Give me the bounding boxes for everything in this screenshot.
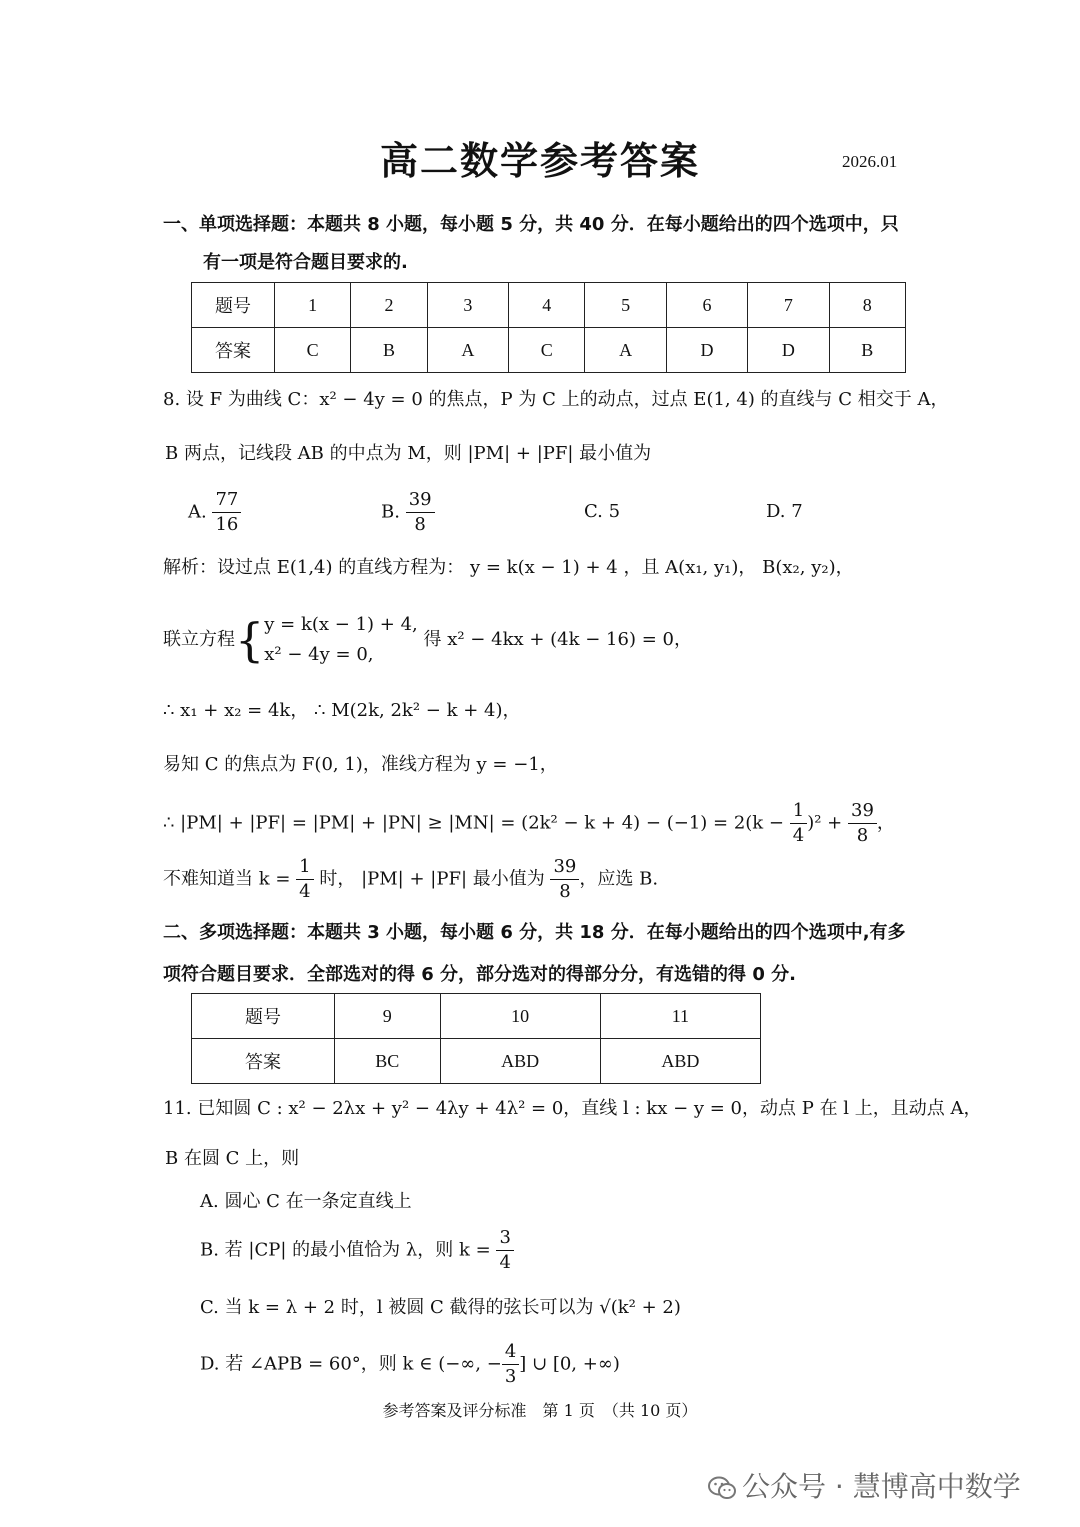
section1-heading: 一、单项选择题：本题共 8 小题，每小题 5 分，共 40 分．在每小题给出的四个选项中，只 — [163, 214, 899, 235]
denominator: 16 — [215, 514, 239, 535]
solution-system — [163, 610, 692, 670]
fraction — [212, 488, 241, 537]
q11-stem: 11. 已知圆 C : x² − 2λx + y² − 4λy + 4λ² = 0，直线 l : kx − y = 0，动点 P 在 l 上，且动点 A， — [163, 1098, 982, 1119]
solution-line: 易知 C 的焦点为 F(0, 1)，准线方程为 y = −1， — [163, 754, 558, 775]
equation: y = k(x − 1) + 4, — [264, 614, 418, 635]
q8-option-a — [188, 488, 241, 537]
date: 2026.01 — [842, 152, 898, 171]
table-header-cell: 答案 — [192, 1039, 335, 1084]
denominator: 4 — [299, 881, 311, 902]
brace-icon: { — [235, 613, 265, 667]
numerator: 39 — [848, 799, 877, 824]
fraction — [296, 855, 313, 904]
q8-option-d: D. 7 — [766, 501, 803, 522]
section2-heading-cont: 项符合题目要求．全部选对的得 6 分，部分选对的得部分分，有选错的得 0 分. — [163, 964, 796, 985]
wechat-icon — [708, 1475, 736, 1501]
table-cell: BC — [335, 1039, 441, 1084]
denominator: 8 — [414, 514, 426, 535]
fraction — [790, 799, 807, 848]
q11-stem-cont: B 在圆 C 上，则 — [165, 1148, 300, 1169]
numerator: 1 — [296, 855, 313, 880]
option-letter: B. — [381, 501, 400, 523]
expr: 不难知道当 k = — [163, 868, 291, 890]
denominator: 4 — [499, 1252, 511, 1273]
table-cell: 3 — [427, 283, 508, 328]
numerator: 1 — [790, 799, 807, 824]
watermark-text: 公众号 · 慧博高中数学 — [742, 1470, 1021, 1503]
denominator: 8 — [559, 881, 571, 902]
solution-inequality — [163, 799, 895, 848]
table-cell: B — [351, 328, 427, 373]
watermark — [708, 1465, 1021, 1505]
system-equations — [264, 610, 417, 670]
numerator: 3 — [496, 1226, 513, 1251]
fraction — [848, 799, 877, 848]
table-header-cell: 题号 — [192, 283, 275, 328]
table-row — [192, 283, 906, 328]
equation: x² − 4y = 0, — [264, 644, 374, 665]
system-result: 得 x² − 4kx + (4k − 16) = 0， — [423, 629, 692, 650]
table-row — [192, 328, 906, 373]
q11-option-c: C. 当 k = λ + 2 时，l 被圆 C 截得的弦长可以为 √(k² + 2) — [200, 1297, 681, 1318]
table-cell: 2 — [351, 283, 427, 328]
q8-option-c: C. 5 — [584, 501, 621, 522]
fraction — [502, 1340, 519, 1389]
denominator: 8 — [856, 825, 869, 846]
table-cell: 5 — [585, 283, 666, 328]
expr: ，应选 B. — [579, 868, 659, 890]
table-cell: 4 — [509, 283, 585, 328]
table-cell: 6 — [666, 283, 747, 328]
q11-option-d — [200, 1340, 620, 1389]
section1-heading-cont: 有一项是符合题目要求的. — [203, 252, 408, 273]
fraction — [496, 1226, 513, 1275]
table-header-cell: 答案 — [192, 328, 275, 373]
table-cell: D — [666, 328, 747, 373]
expr: B. 若 |CP| 的最小值恰为 λ，则 k = — [200, 1239, 491, 1261]
expr: ] ∪ [0, +∞) — [519, 1353, 620, 1375]
q11-option-a: A. 圆心 C 在一条定直线上 — [200, 1191, 412, 1212]
numerator: 39 — [550, 855, 579, 880]
q8-stem: 8. 设 F 为曲线 C：x² − 4y = 0 的焦点，P 为 C 上的动点，过点 E(1, 4) 的直线与 C 相交于 A， — [163, 389, 949, 410]
q8-option-b — [381, 488, 435, 537]
fraction — [406, 488, 435, 537]
table-cell: C — [509, 328, 585, 373]
table-cell: A — [585, 328, 666, 373]
table-cell: A — [427, 328, 508, 373]
numerator: 77 — [212, 488, 241, 513]
table-cell: 11 — [600, 994, 760, 1039]
solution-line: 解析：设过点 E(1,4) 的直线方程为： y = k(x − 1) + 4 ，且 A(x₁, y₁)， B(x₂, y₂)， — [163, 557, 854, 578]
fraction — [550, 855, 579, 904]
table-cell: D — [748, 328, 829, 373]
solution-conclusion — [163, 855, 658, 904]
q11-option-b — [200, 1226, 514, 1275]
table-cell: 8 — [829, 283, 905, 328]
table-cell: 7 — [748, 283, 829, 328]
answer-table-1 — [191, 282, 906, 373]
table-row — [192, 1039, 761, 1084]
denominator: 4 — [792, 825, 805, 846]
system-prefix: 联立方程 — [163, 629, 235, 650]
table-cell: 1 — [275, 283, 351, 328]
table-cell: ABD — [600, 1039, 760, 1084]
numerator: 4 — [502, 1340, 519, 1365]
numerator: 39 — [406, 488, 435, 513]
table-cell: ABD — [440, 1039, 600, 1084]
denominator: 3 — [504, 1366, 517, 1387]
table-cell: B — [829, 328, 905, 373]
table-row — [192, 994, 761, 1039]
expr: ， — [876, 812, 895, 834]
solution-line: ∴ x₁ + x₂ = 4k， ∴ M(2k, 2k² − k + 4)， — [163, 700, 521, 721]
answer-table-2 — [191, 993, 761, 1084]
expr: 时， |PM| + |PF| 最小值为 — [319, 868, 545, 890]
table-header-cell: 题号 — [192, 994, 335, 1039]
expr: )² + — [807, 812, 843, 834]
q8-stem-cont: B 两点，记线段 AB 的中点为 M，则 |PM| + |PF| 最小值为 — [165, 443, 652, 464]
table-cell: C — [275, 328, 351, 373]
table-cell: 10 — [440, 994, 600, 1039]
option-letter: A. — [188, 501, 207, 523]
section2-heading: 二、多项选择题：本题共 3 小题，每小题 6 分，共 18 分．在每小题给出的四个选项中,有多 — [163, 922, 906, 943]
page-footer: 参考答案及评分标准 第 1 页 （共 10 页） — [382, 1401, 698, 1420]
expr: D. 若 ∠APB = 60°，则 k ∈ (−∞, − — [200, 1353, 502, 1375]
expr: ∴ |PM| + |PF| = |PM| + |PN| ≥ |MN| = (2k² − k + 4) − (−1) = 2(k − — [163, 812, 785, 834]
table-cell: 9 — [335, 994, 441, 1039]
page-title: 高二数学参考答案 — [379, 139, 700, 183]
